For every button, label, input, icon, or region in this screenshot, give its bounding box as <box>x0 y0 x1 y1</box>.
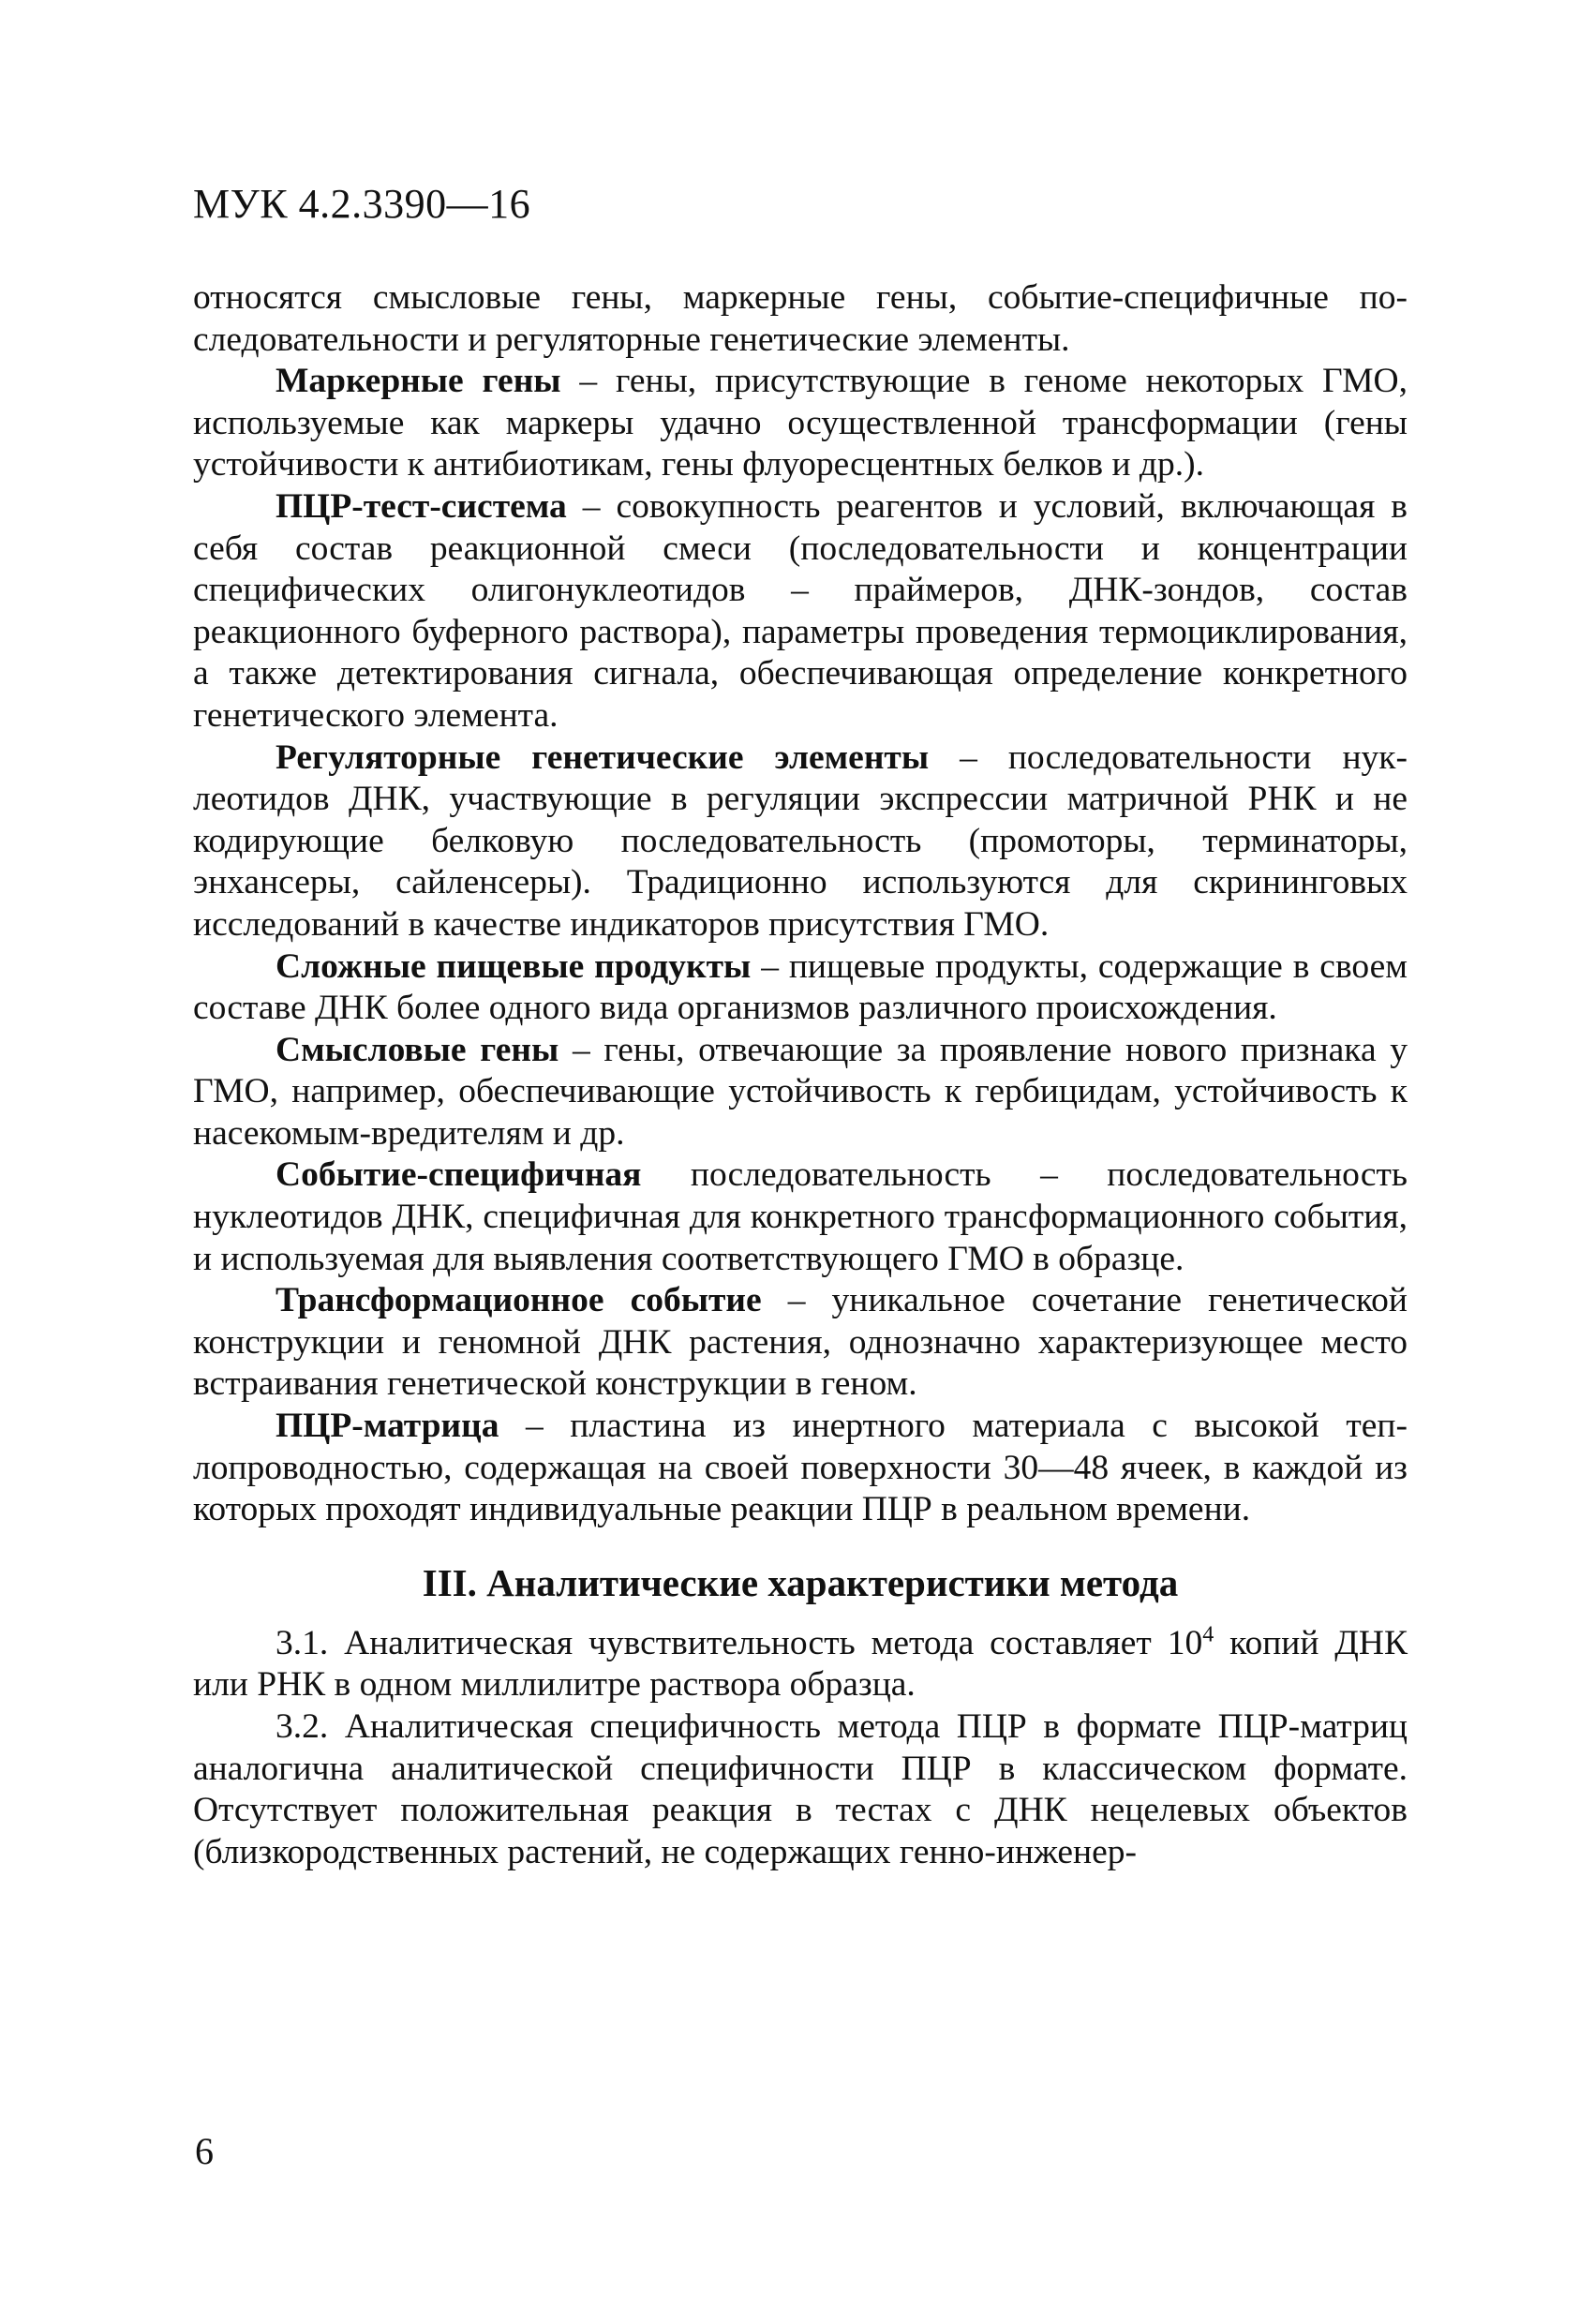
item-3-2 <box>193 1706 1408 1873</box>
page-number: 6 <box>195 2130 214 2172</box>
page-body <box>193 277 1408 1873</box>
exponent: 4 <box>1202 1622 1214 1647</box>
item-text: 3.2. Аналитическая специфичность метода ПЦР в формате ПЦР-матриц аналогична аналитической специфичности ПЦР в классическом формате. Отсутствует положительная реакция в тестах с ДНК нецелевых объектов (близкородственных растений, не содержащих генно-инженер- <box>193 1707 1408 1871</box>
term: Сложные пищевые продукты <box>276 946 752 986</box>
definition-complex-food <box>193 946 1408 1030</box>
definition-text: последовательность – последовательность нуклеотидов ДНК, специфичная для конкретного трансформационного события, и используемая для выявления соответствующего ГМО в образце. <box>193 1155 1408 1278</box>
definition-event-specific <box>193 1155 1408 1280</box>
definition-regulatory-elements <box>193 737 1408 946</box>
definition-text: – пластина из инертного материала с высокой теплопроводностью, содержащая на своей поверхности 30—48 ячеек, в каждой из которых проходят индивидуальные реакции ПЦР в реальном времени. <box>193 1407 1408 1529</box>
term: ПЦР-матрица <box>276 1407 499 1446</box>
definition-text: – гены, присутствующие в геноме некоторых ГМО, используемые как маркеры удачно осуществленной трансформации (гены устойчивости к антибиотикам, гены флуоресцентных белков и др.). <box>193 362 1408 484</box>
definition-text: – последовательности нуклеотидов ДНК, участвующие в регуляции экспрессии матричной РНК и не кодирующие белковую последовательность (промоторы, терминаторы, энхансеры, сайленсеры). Традиционно используются для скрининговых исследований в качестве индикаторов присутствия ГМО. <box>193 737 1408 944</box>
definition-text: – совокупность реагентов и условий, включающая в себя состав реакционной смеси (последовательности и концентрации специфических олигонуклеотидов – праймеров, ДНК-зондов, состав реакционного буферного раствора), параметры проведения термоциклирования, а также детектирования сигнала, обеспечивающая определение конкретного генетического элемента. <box>193 486 1408 735</box>
definition-pcr-test-system <box>193 486 1408 737</box>
paragraph-continuation <box>193 277 1408 361</box>
term: ПЦР-тест-система <box>276 486 567 526</box>
definition-text: – пищевые продукты, содержащие в своем составе ДНК более одного вида организмов различного происхождения. <box>193 946 1408 1028</box>
definition-transformation-event <box>193 1280 1408 1406</box>
item-text: 3.1. Аналитическая чувствительность метода составляет 10 <box>276 1623 1203 1662</box>
term: Трансформационное событие <box>276 1281 762 1320</box>
term: Событие-специфичная <box>276 1155 642 1195</box>
item-3-1 <box>193 1623 1408 1706</box>
item-text: копий ДНК или РНК в одном миллилитре раствора образца. <box>193 1623 1408 1705</box>
section-heading: III. Аналитические характеристики метода <box>422 1560 1179 1604</box>
definition-marker-genes <box>193 361 1408 486</box>
definition-sense-genes <box>193 1030 1408 1155</box>
page-header: МУК 4.2.3390—16 <box>193 181 531 227</box>
term: Регуляторные генетические элементы <box>276 737 930 777</box>
paragraph-text: относятся смысловые гены, маркерные гены, событие-специфичные последовательности и регуляторные генетические элементы. <box>193 278 1408 359</box>
definition-text: – гены, отвечающие за проявление нового признака у ГМО, например, обеспечивающие устойчивость к гербицидам, устойчивость к насекомым-вредителям и др. <box>193 1030 1408 1153</box>
definition-pcr-matrix <box>193 1406 1408 1531</box>
term: Маркерные гены <box>276 362 561 401</box>
term: Смысловые гены <box>276 1030 559 1069</box>
definition-text: – уникальное сочетание генетической конструкции и геномной ДНК растения, однозначно характеризующее место встраивания генетической конструкции в геном. <box>193 1281 1408 1404</box>
